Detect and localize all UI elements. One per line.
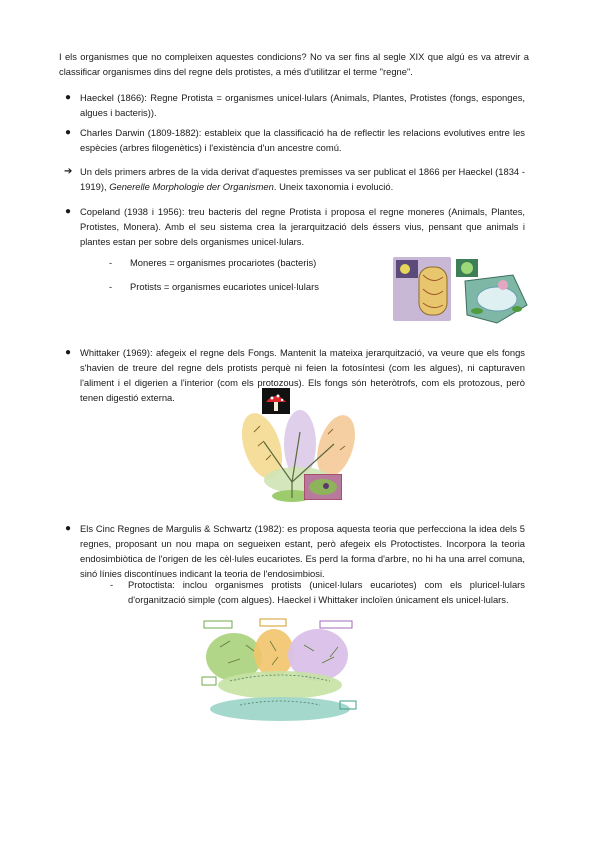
bullet-text-end: . Uneix taxonomia i evolució. [273, 181, 394, 192]
nucleus [498, 280, 508, 290]
sub-text: Protoctista: inclou organismes protists (unicel·lulars eucariotes) com els pluricel·lulars d'organització simple (com algues). Haeckel i Whittaker incloïen únicament els unicel·lulars. [128, 579, 525, 605]
sub-text: Moneres = organismes procariotes (bacteris) [130, 257, 317, 268]
sub-item-protoctista [110, 577, 525, 607]
fungi-region [254, 629, 294, 677]
arrow-icon: ➔ [64, 166, 73, 177]
bullet-text: Un dels primers arbres de la vida derivat d'aquestes premisses va ser publicat el 1866 per Haeckel (1834 - 1919), [80, 166, 525, 192]
bullet-copeland [65, 204, 525, 249]
bullet-text: Copeland (1938 i 1956): treu bacteris del regne Protista i proposa el regne moneres (Animals, Plantes, Protistes, Monera). Amb el seu sistema crea la jerarquització dels éssers vius, pensant que animals i plantes estan per sobre dels organismes unicel·lulars. [80, 206, 525, 247]
protoctista-region [218, 671, 342, 699]
bullet-whittaker [65, 345, 525, 405]
protist-cell-icon [304, 474, 342, 500]
chloroplast [471, 308, 483, 314]
book-title: Generelle Morphologie der Organismen [109, 181, 274, 192]
dash-marker: - [110, 579, 114, 590]
chloroplast [512, 306, 522, 312]
bullet-text: Whittaker (1969): afegeix el regne dels Fongs. Mantenit la mateixa jerarquització, va veure que els fongs s'havien de treure del regne dels protists perquè ni feien la fotosíntesi (com les algues), ni capturaven l'aliment i el digerien a l'interior (com els protozous). Els fongs són heteròtrofs, com els protozous, però tenen digestió externa. [80, 347, 525, 403]
dash-marker: - [109, 257, 113, 268]
bullet-dot: ● [65, 127, 72, 138]
bullet-arrow-haeckel-tree [64, 164, 525, 194]
bullet-dot: ● [65, 347, 72, 358]
bullet-text: Els Cinc Regnes de Margulis & Schwartz (1982): es proposa aquesta teoria que perfecciona la idea dels 5 regnes, proposant un nou mapa on segueixen estant, però afegeix els Protoctistes. Incorpora la teoria endosimbiòtica de l'origen de les cèl·lules eucariotes. Es perd la forma d'arbre, no hi ha una arrel comuna, sinó línies discontínues indicant la teoria de l'endosimbiosi. [80, 523, 525, 579]
monera-region [210, 697, 350, 721]
bullet-dot: ● [65, 523, 72, 534]
bullet-text: Haeckel (1866): Regne Protista = organismes unicel·lulars (Animals, Plantes, Protistes (fongs, esponges, algues i bacteris)). [80, 92, 525, 118]
vacuole [477, 287, 517, 311]
cell-illustrations-figure [393, 255, 530, 325]
bullet-text: Charles Darwin (1809-1882): estableix que la classificació ha de reflectir les relacions evolutives entre les espècies (arbres filogenètics) i l'existència d'un ancestre comú. [80, 127, 525, 153]
algae-icon [461, 262, 473, 274]
sub-text: Protists = organismes eucariotes unicel·lulars [130, 281, 319, 292]
sub-item-protists [109, 279, 319, 294]
intro-paragraph: I els organismes que no compleixen aquestes condicions? No va ser fins al segle XIX que algú es va atrevir a classificar organismes dins del regne dels protistes, a més d'utilitzar el terme "regne". [59, 51, 529, 77]
margulis-five-kingdoms-map [200, 617, 360, 725]
bullet-margulis [65, 521, 525, 581]
mushroom-icon [262, 388, 290, 414]
bullet-dot: ● [65, 206, 72, 217]
bullet-haeckel [65, 90, 525, 120]
bullet-dot: ● [65, 92, 72, 103]
sub-item-moneres [109, 255, 317, 270]
bacterium-icon [400, 264, 410, 274]
bullet-darwin [65, 125, 525, 155]
dash-marker: - [109, 281, 113, 292]
